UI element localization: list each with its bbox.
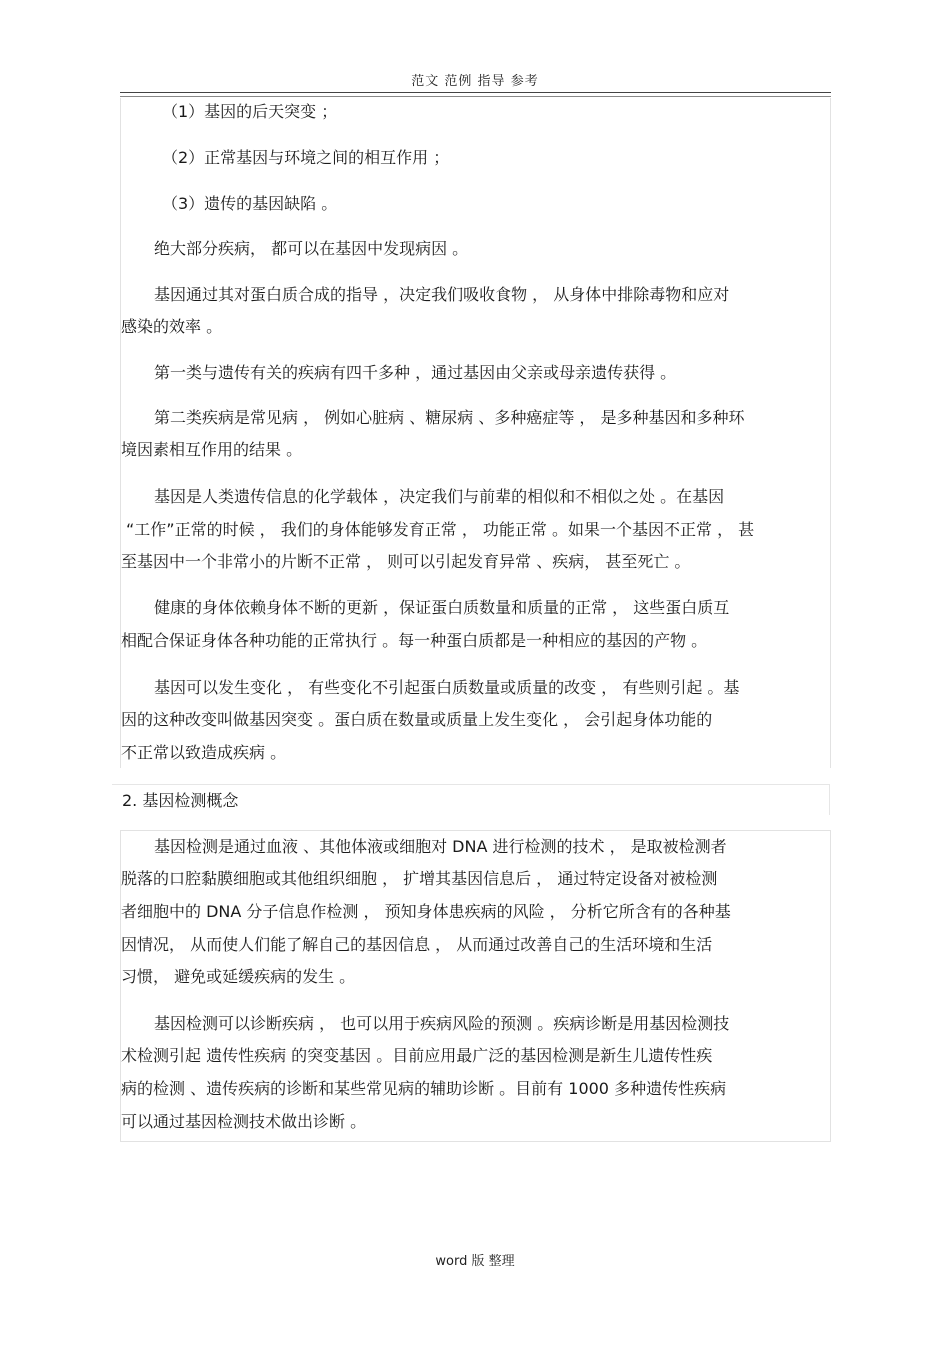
page-header: 范文 范例 指导 参考 xyxy=(411,74,539,89)
text-line: 基因可以发生变化 ， 有些变化不引起蛋白质数量或质量的改变 ， 有些则引起 。基 xyxy=(154,678,740,697)
text-line: 基因检测是通过血液 、其他体液或细胞对 DNA 进行检测的技术 ， 是取被检测者 xyxy=(154,837,727,856)
text-line: 因的这种改变叫做基因突变 。蛋白质在数量或质量上发生变化 ， 会引起身体功能的 xyxy=(121,710,713,729)
section-heading-bar xyxy=(112,784,830,815)
text-line: 境因素相互作用的结果 。 xyxy=(121,440,303,459)
text-line: 脱落的口腔黏膜细胞或其他组织细胞 ， 扩增其基因信息后 ， 通过特定设备对被检测 xyxy=(121,869,718,888)
page-footer: word 版 整理 xyxy=(435,1254,515,1269)
text-line: 病的检测 、遗传疾病的诊断和某些常见病的辅助诊断 。目前有 1000 多种遗传性疾病 xyxy=(121,1079,727,1098)
text-line: 健康的身体依赖身体不断的更新 ，保证蛋白质数量和质量的正常 ， 这些蛋白质互 xyxy=(154,598,730,617)
text-line: （2）正常基因与环境之间的相互作用 ； xyxy=(162,148,450,167)
header-rule-thin xyxy=(120,96,831,97)
text-line: 因情况， 从而使人们能了解自己的基因信息 ， 从而通过改善自己的生活环境和生活 xyxy=(121,935,713,954)
text-line: （1）基因的后天突变 ； xyxy=(162,102,338,121)
text-line: 第一类与遗传有关的疾病有四千多种 ，通过基因由父亲或母亲遗传获得 。 xyxy=(154,363,677,382)
text-line: （3）遗传的基因缺陷 。 xyxy=(162,194,338,213)
section-title: 2. 基因检测概念 xyxy=(122,791,239,810)
text-line: 基因检测可以诊断疾病 ， 也可以用于疾病风险的预测 。疾病诊断是用基因检测技 xyxy=(154,1014,730,1033)
text-line: 术检测引起 遗传性疾病 的突变基因 。目前应用最广泛的基因检测是新生儿遗传性疾 xyxy=(121,1046,713,1065)
header-rule-thick xyxy=(120,92,831,93)
text-line: 习惯， 避免或延缓疾病的发生 。 xyxy=(121,967,356,986)
text-line: 绝大部分疾病， 都可以在基因中发现病因 。 xyxy=(154,239,469,258)
text-line: 不正常以致造成疾病 。 xyxy=(121,743,287,762)
text-line: 相配合保证身体各种功能的正常执行 。每一种蛋白质都是一种相应的基因的产物 。 xyxy=(121,631,708,650)
text-line: “工作”正常的时候 ， 我们的身体能够发育正常 ， 功能正常 。如果一个基因不正常 ， 甚 xyxy=(126,520,755,539)
text-line: 者细胞中的 DNA 分子信息作检测 ， 预知身体患疾病的风险 ， 分析它所含有的各种基 xyxy=(121,902,731,921)
text-line: 可以通过基因检测技术做出诊断 。 xyxy=(121,1112,367,1131)
text-line: 第二类疾病是常见病 ， 例如心脏病 、糖尿病 、多种癌症等 ， 是多种基因和多种环 xyxy=(154,408,745,427)
text-line: 感染的效率 。 xyxy=(121,317,223,336)
text-line: 至基因中一个非常小的片断不正常 ， 则可以引起发育异常 、疾病， 甚至死亡 。 xyxy=(121,552,691,571)
text-line: 基因通过其对蛋白质合成的指导 ，决定我们吸收食物 ， 从身体中排除毒物和应对 xyxy=(154,285,730,304)
text-line: 基因是人类遗传信息的化学载体 ，决定我们与前辈的相似和不相似之处 。在基因 xyxy=(154,487,725,506)
